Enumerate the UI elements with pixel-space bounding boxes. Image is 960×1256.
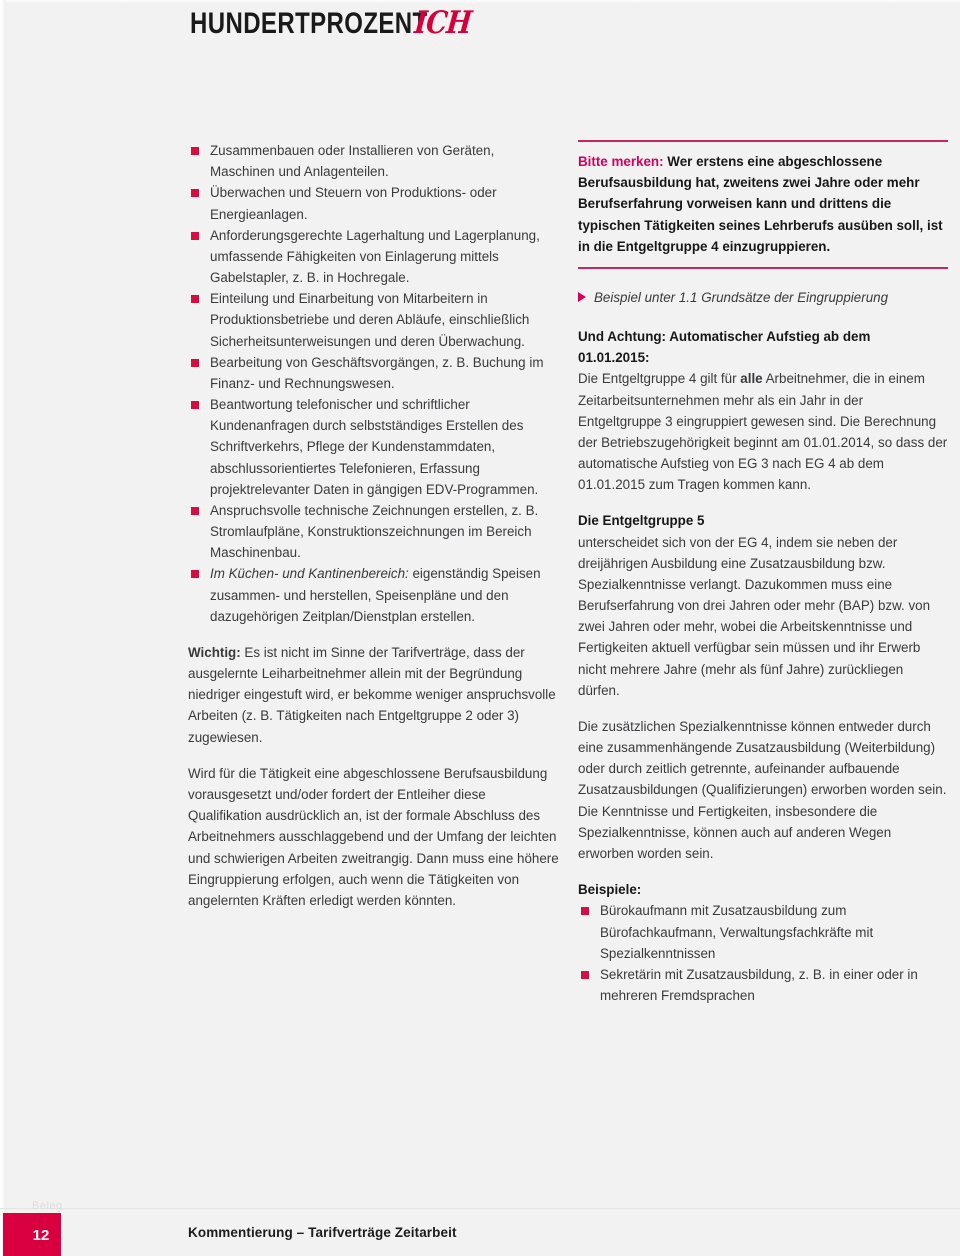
footer-divider — [0, 1208, 960, 1209]
spezialkenntnisse-body: Die zusätzlichen Spezialkenntnisse können entweder durch eine zusammenhängende Zusatzausbildung (Weiterbildung) oder durch zeitlich getrennte, aufeinander aufbauende Zusatzausbildungen (Qualifizierungen) erworben worden sein. Die Kenntnisse und Fertigkeiten, insbesondere die Spezialkenntnisse, können auch auf anderen Wegen erworben worden sein. — [578, 718, 947, 861]
achtung-heading-line2: 01.01.2015: — [578, 350, 650, 366]
example-reference-text: Beispiel unter 1.1 Grundsätze der Eingruppierung — [594, 289, 889, 305]
kitchen-italic-lead: Im Küchen- und Kantinenbereich: — [210, 566, 409, 582]
page-top-edge — [0, 0, 960, 5]
achtung-body-part2: Arbeitnehmer, die in einem Zeitarbeitsunternehmen mehr als ein Jahr in der Entgeltgruppe 3 eingruppiert gewesen sind. Die Berechnung der Betriebszugehörigkeit beginnt am 01.01.2014, so dass der automatische Aufstieg von EG 3 nach EG 4 ab dem 01.01.2015 zum Tragen kommen kann. — [578, 371, 948, 493]
bitte-merken-box — [578, 140, 948, 269]
left-column — [188, 140, 560, 926]
bitte-merken-label: Bitte merken: — [578, 154, 664, 169]
list-item: Zusammenbauen oder Installieren von Geräten, Maschinen und Anlagenteilen. — [188, 140, 560, 182]
list-item: Anspruchsvolle technische Zeichnungen erstellen, z. B. Stromlaufpläne, Konstruktionszeichnungen im Bereich Maschinenbau. — [188, 500, 560, 564]
triangle-bullet-icon — [578, 292, 586, 302]
wichtig-paragraph — [188, 642, 560, 748]
list-item: Anforderungsgerechte Lagerhaltung und Lagerplanung, umfassende Fähigkeiten von Einlagerung mittels Gabelstapler, z. B. in Hochregale. — [188, 225, 560, 289]
beispiele-bullet-list — [578, 900, 948, 1006]
list-item: Beantwortung telefonischer und schriftlicher Kundenanfragen durch selbstständiges Erstellen des Schriftverkehrs, Pflege der Kundenstammdaten, abschlussorientiertes Telefonieren, Erfassung projektrelevanter Daten in gängigen EDV-Programmen. — [188, 394, 560, 500]
eg5-body: unterscheidet sich von der EG 4, indem sie neben der dreijährigen Ausbildung eine Zusatzausbildung bzw. Spezialkenntnisse verlangt. Dazukommen muss eine Berufserfahrung von drei Jahren oder mehr (BAP) bzw. von zwei Jahren oder mehr, wobei die Arbeitskenntnisse und Fertigkeiten aktuell verfügbar sein müssen und ihr Erwerb nicht mehrere Jahre (mehr als fünf Jahre) zurückliegen dürfen. — [578, 534, 931, 698]
page-number: 12 — [32, 1227, 50, 1244]
footer-title: Kommentierung – Tarifverträge Zeitarbeit — [188, 1225, 457, 1240]
achtung-body — [578, 368, 948, 495]
right-column — [578, 140, 948, 1006]
brand-logo — [190, 5, 478, 48]
bitte-merken-text: Wer erstens eine abgeschlossene Berufsausbildung hat, zweitens zwei Jahre oder mehr Berufserfahrung vorweisen kann und drittens die typischen Tätigkeiten seines Lehrberufs ausüben soll, ist in die Entgeltgruppe 4 einzugruppieren. — [578, 154, 943, 254]
achtung-body-part1: Die Entgeltgruppe 4 gilt für — [578, 371, 741, 387]
list-item: Sekretärin mit Zusatzausbildung, z. B. in einer oder in mehreren Fremdsprachen — [578, 964, 948, 1006]
page-number-badge — [3, 1213, 61, 1256]
example-reference-line — [578, 287, 948, 308]
page-left-edge — [0, 0, 6, 1256]
wichtig-text: Es ist nicht im Sinne der Tarifverträge, dass der ausgelernte Leiharbeitnehmer allein mit der Begründung niedriger eingestuft wird, er bekomme weniger anspruchsvolle Arbeiten (z. B. Tätigkeiten nach Entgeltgruppe 2 oder 3) zugewiesen. — [188, 644, 556, 745]
eg5-heading: Die Entgeltgruppe 5 — [578, 513, 705, 529]
wichtig-label: Wichtig: — [188, 644, 241, 660]
achtung-body-emphasis: alle — [740, 371, 763, 387]
list-item-kitchen — [188, 563, 560, 627]
logo-accent-script: ICH — [412, 5, 473, 41]
list-item: Bürokaufmann mit Zusatzausbildung zum Bürofachkaufmann, Verwaltungsfachkräfte mit Spezialkenntnissen — [578, 900, 948, 964]
list-item: Überwachen und Steuern von Produktions- oder Energieanlagen. — [188, 182, 560, 224]
achtung-heading-line1: Und Achtung: Automatischer Aufstieg ab dem — [578, 329, 871, 345]
logo-wordmark: HUNDERTPROZENT — [190, 7, 428, 40]
final-paragraph: Wird für die Tätigkeit eine abgeschlossene Berufsausbildung vorausgesetzt und/oder fordert der Entleiher diese Qualifikation ausdrücklich an, ist der formale Abschluss des Arbeitnehmers ausschlaggebend und der Umfang der leichten und schwierigen Arbeiten zweitrangig. Dann muss eine höhere Eingruppierung erfolgen, auch wenn die Tätigkeiten von angelernten Kräften erledigt werden könnten. — [188, 765, 559, 908]
footer-ghost-text: Beleg — [32, 1200, 63, 1212]
beispiele-heading: Beispiele: — [578, 882, 642, 898]
list-item: Einteilung und Einarbeitung von Mitarbeitern in Produktionsbetriebe und deren Abläufe, einschließlich Sicherheitsunterweisungen und deren Überwachung. — [188, 288, 560, 352]
task-bullet-list — [188, 140, 560, 627]
kitchen-rest: eigenständig Speisen zusammen- und herstellen, Speisenpläne und den dazugehörigen Zeitplan/Dienstplan erstellen. — [210, 566, 541, 624]
list-item: Bearbeitung von Geschäftsvorgängen, z. B. Buchung im Finanz- und Rechnungswesen. — [188, 352, 560, 394]
